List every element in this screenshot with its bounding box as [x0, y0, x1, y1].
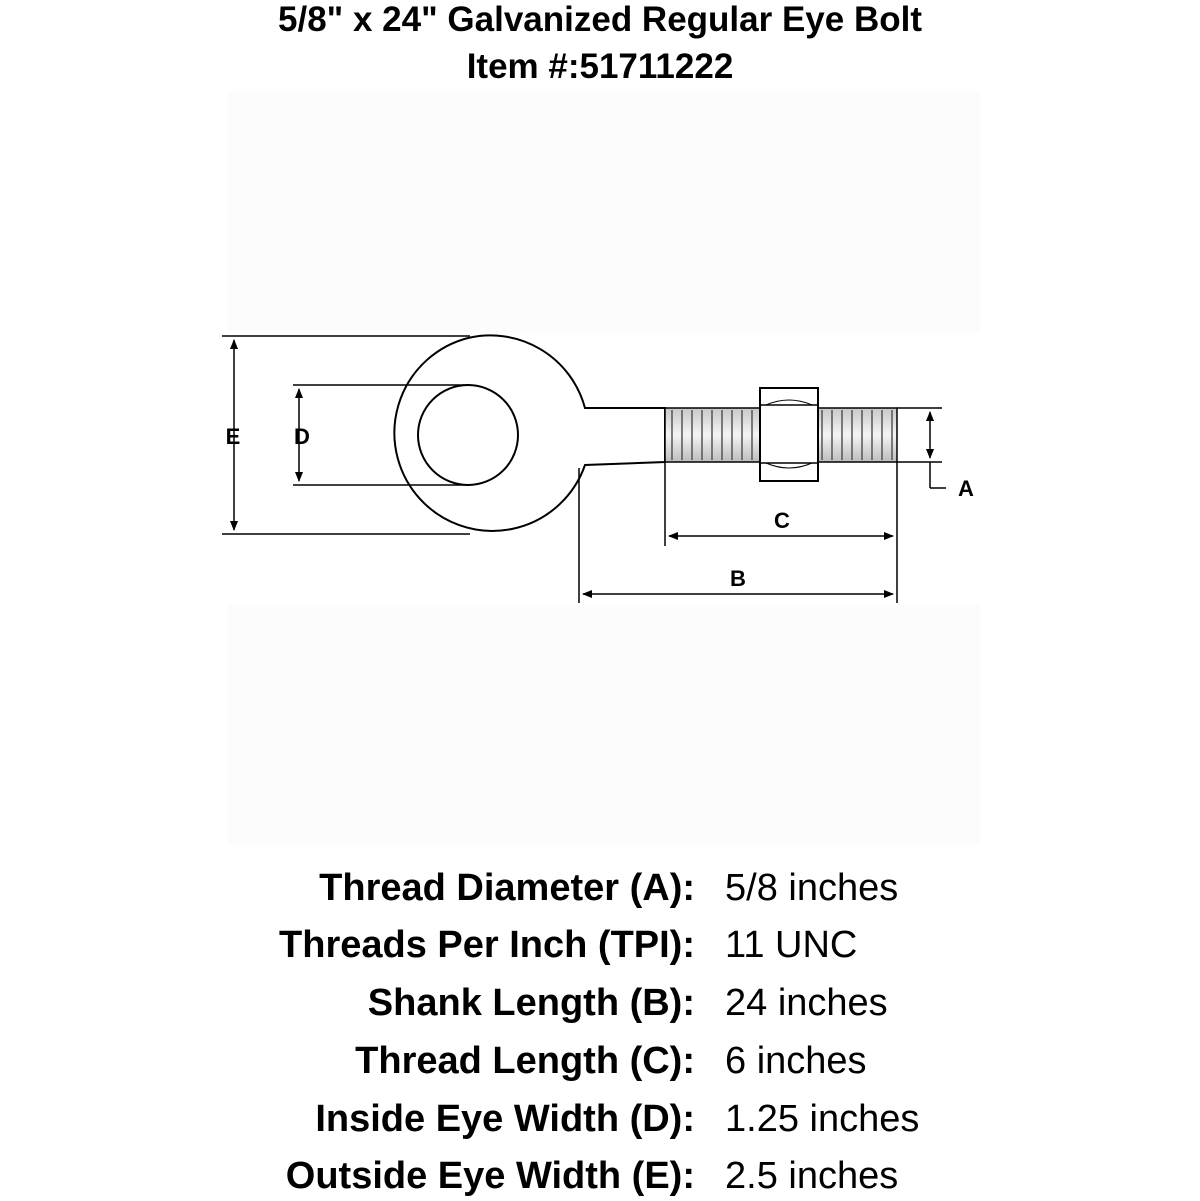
- product-title: 5/8" x 24" Galvanized Regular Eye Bolt: [278, 0, 922, 39]
- spec-row-thread-length: [0, 1036, 1200, 1086]
- spec-label: Shank Length (B):: [367, 982, 695, 1024]
- eye-bolt-body: [394, 335, 665, 530]
- spec-value: 6 inches: [725, 1040, 867, 1082]
- spec-row-threads-per-inch: [0, 920, 1200, 970]
- spec-row-outside-eye-width: [0, 1151, 1200, 1201]
- spec-value: 1.25 inches: [725, 1098, 920, 1140]
- dimension-label-d: D: [294, 424, 310, 449]
- spec-value: 11 UNC: [725, 924, 858, 966]
- spec-value: 24 inches: [725, 982, 888, 1024]
- spec-value: 5/8 inches: [725, 867, 899, 909]
- spec-label: Threads Per Inch (TPI):: [279, 924, 695, 966]
- dimension-label-e: E: [225, 424, 241, 449]
- spec-value: 2.5 inches: [725, 1155, 899, 1197]
- spec-label: Outside Eye Width (E):: [285, 1155, 695, 1197]
- dimension-label-c: C: [774, 508, 790, 533]
- dimension-label-a: A: [958, 476, 974, 501]
- spec-row-thread-diameter: [0, 863, 1200, 913]
- spec-label: Thread Diameter (A):: [319, 867, 695, 909]
- item-number: Item #:51711222: [466, 47, 734, 86]
- hex-nut: [760, 388, 818, 481]
- spec-label: Inside Eye Width (D):: [315, 1098, 695, 1140]
- spec-row-inside-eye-width: [0, 1094, 1200, 1144]
- spec-row-shank-length: [0, 978, 1200, 1028]
- dimension-a: [897, 408, 946, 488]
- spec-label: Thread Length (C):: [355, 1040, 695, 1082]
- eye-inner-circle: [418, 385, 518, 485]
- dimension-label-b: B: [730, 566, 746, 591]
